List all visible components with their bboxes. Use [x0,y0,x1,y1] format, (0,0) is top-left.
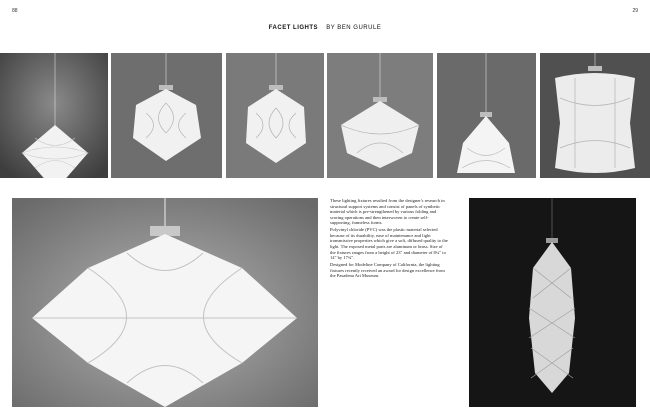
photo-lamp-5 [437,53,536,178]
photo-large-lamp [12,198,318,407]
article-byline: BY BEN GURULE [326,25,382,31]
right-page-number: 29 [632,8,638,14]
photo-lamp-2 [111,53,222,178]
photo-tall-lamp [469,198,636,407]
article-title: FACET LIGHTS [268,25,319,31]
photo-lamp-6 [540,53,650,178]
left-page-number: 88 [12,8,18,14]
article-header [0,25,650,31]
photo-lamp-1 [0,53,108,178]
caption-paragraph-1: These lighting fixtures resulted from the designer's research in structural support systems and consist of panels of synthetic material which is pre-strengthened by various folding and scoring operations and then interwoven to create self-supporting, frameless forms. [330,198,445,226]
photo-lamp-3 [226,53,324,178]
article-body-text [330,198,448,280]
caption-paragraph-2: Polyvinyl chloride (PVC) was the plastic material selected because of its durability, ease of maintenance and light transmissive properties which give a soft, diffused quality to the light. The exposed metal parts are aluminum or brass. Size of the fixtures ranges from a height of 23" and diameter of 8¼" to 14" by 17¾". [330,227,448,261]
photo-lamp-4 [327,53,433,178]
caption-paragraph-3: Designed for Modeline Company of California, the lighting fixtures recently received an award for design excellence from the Pasadena Art Museum. [330,261,445,279]
